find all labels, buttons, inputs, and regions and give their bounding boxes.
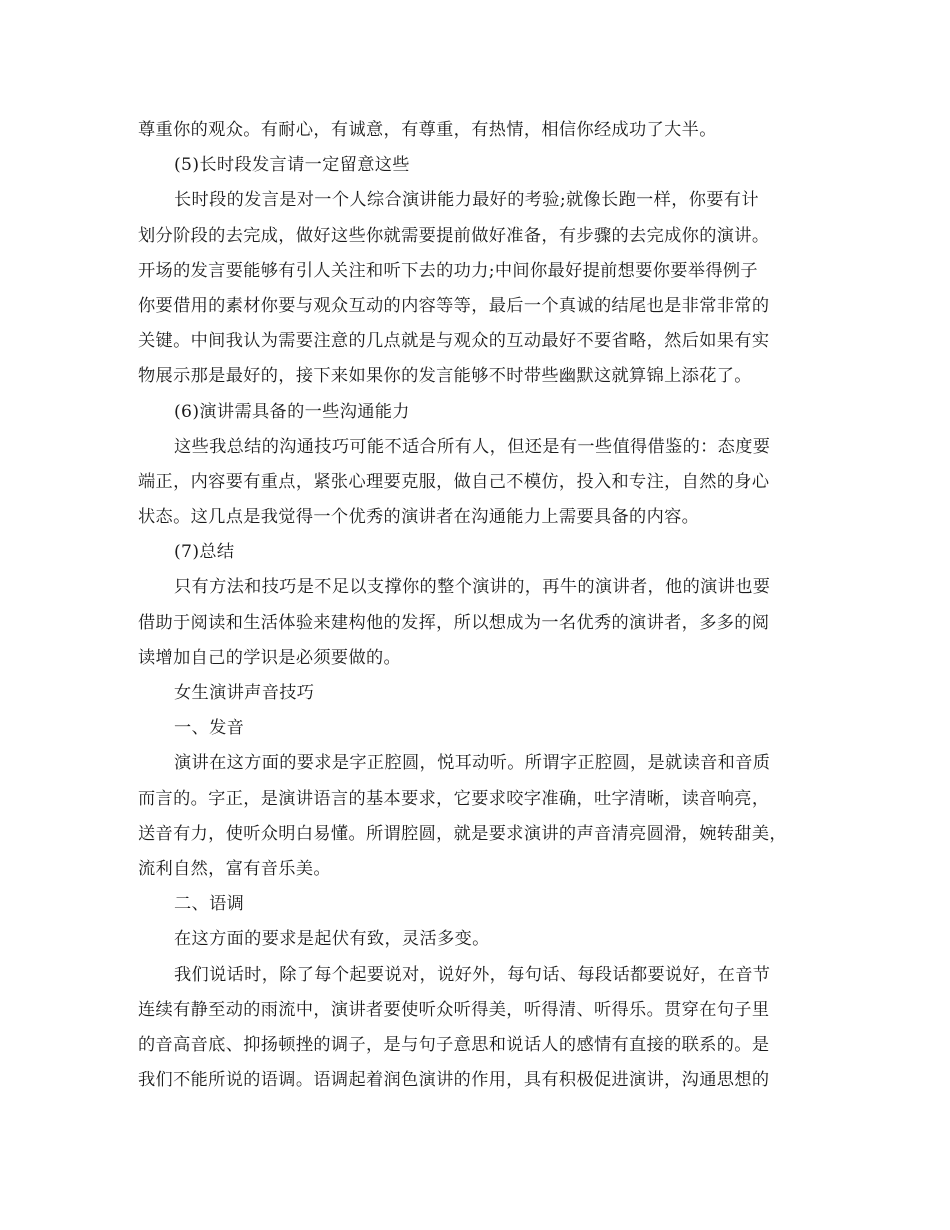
section-heading: 一、发音	[174, 718, 245, 739]
text-line: 开场的发言要能够有引人关注和听下去的功力;中间你最好提前想要你要举得例子	[138, 260, 758, 281]
section-heading: 二、语调	[174, 894, 245, 915]
text-line: 关键。中间我认为需要注意的几点就是与观众的互动最好不要省略，然后如果有实	[138, 331, 770, 352]
text-line: 这些我总结的沟通技巧可能不适合所有人，但还是有一些值得借鉴的：态度要	[174, 436, 771, 457]
text-line: 的音高音底、抑扬顿挫的调子，是与句子意思和说话人的感情有直接的联系的。是	[138, 1034, 770, 1055]
text-line: 送音有力，使听众明白易懂。所谓腔圆，就是要求演讲的声音清亮圆滑，婉转甜美，	[138, 823, 787, 844]
text-line: 状态。这几点是我觉得一个优秀的演讲者在沟通能力上需要具备的内容。	[138, 507, 700, 528]
text-line: 长时段的发言是对一个人综合演讲能力最好的考验;就像长跑一样，你要有计	[174, 190, 759, 211]
text-line: 只有方法和技巧是不足以支撑你的整个演讲的，再牛的演讲者，他的演讲也要	[174, 577, 771, 598]
text-line: 物展示那是最好的，接下来如果你的发言能够不时带些幽默这就算锦上添花了。	[138, 366, 752, 387]
text-line: 借助于阅读和生活体验来建构他的发挥，所以想成为一名优秀的演讲者，多多的阅	[138, 612, 770, 633]
text-line: 我们不能所说的语调。语调起着润色演讲的作用，具有积极促进演讲，沟通思想的	[138, 1070, 770, 1091]
text-line: 演讲在这方面的要求是字正腔圆，悦耳动听。所谓字正腔圆，是就读音和音质	[174, 753, 771, 774]
text-line: 我们说话时，除了每个起要说对，说好外，每句话、每段话都要说好，在音节	[174, 964, 771, 985]
text-line: 读增加自己的学识是必须要做的。	[138, 647, 402, 668]
text-line: 划分阶段的去完成，做好这些你就需要提前做好准备，有步骤的去完成你的演讲。	[138, 225, 770, 246]
section-heading: (7)总结	[174, 542, 235, 563]
text-line: 而言的。字正，是演讲语言的基本要求，它要求咬字准确，吐字清晰，读音响亮，	[138, 788, 770, 809]
section-heading: (6)演讲需具备的一些沟通能力	[174, 401, 410, 422]
text-line: 流利自然，富有音乐美。	[138, 858, 331, 879]
section-heading: 女生演讲声音技巧	[174, 683, 315, 703]
text-line: 尊重你的观众。有耐心，有诚意，有尊重，有热情，相信你经成功了大半。	[138, 120, 717, 140]
text-body	[138, 113, 828, 1098]
text-line: 端正，内容要有重点，紧张心理要克服，做自己不模仿，投入和专注，自然的身心	[138, 471, 770, 492]
section-heading: (5)长时段发言请一定留意这些	[174, 155, 410, 176]
text-line: 连续有静至动的雨流中，演讲者要使听众听得美，听得清、听得乐。贯穿在句子里	[138, 999, 770, 1020]
text-line: 你要借用的素材你要与观众互动的内容等等，最后一个真诚的结尾也是非常非常的	[138, 295, 770, 316]
text-line: 在这方面的要求是起伏有致，灵活多变。	[174, 929, 490, 950]
